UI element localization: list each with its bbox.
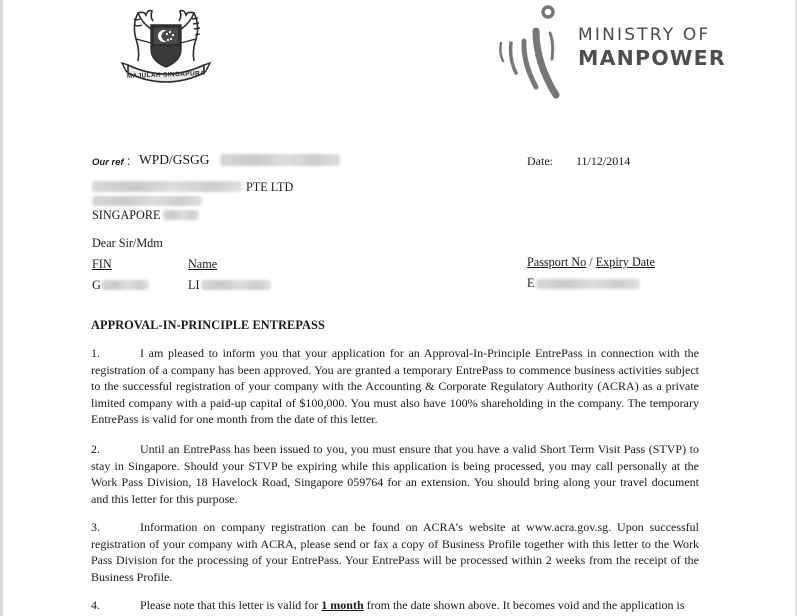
address-city: SINGAPORE	[92, 208, 161, 222]
redacted-company-name	[92, 181, 242, 192]
company-suffix: PTE LTD	[246, 180, 294, 194]
paragraph-text-after: from the date shown above. It becomes void and the application is	[363, 598, 685, 612]
redacted-address-line	[92, 196, 202, 206]
our-ref-value: WPD/GSGG	[139, 152, 210, 167]
paragraph-2	[91, 441, 699, 507]
coat-of-arms-logo	[118, 5, 214, 85]
expiry-label: Expiry Date	[595, 255, 655, 269]
name-value-prefix: LI	[188, 278, 200, 292]
our-ref-separator: :	[127, 154, 131, 168]
paragraph-1	[91, 345, 699, 428]
name-label: Name	[188, 257, 218, 271]
date-value: 11/12/2014	[576, 154, 631, 168]
paragraph-3	[91, 519, 699, 585]
redacted-name	[201, 280, 271, 290]
redacted-fin	[101, 280, 149, 290]
paragraph-text: Until an EntrePass has been issued to you, you must ensure that you have a valid Short Term Visit Pass (STVP) to stay in Singapore. Should your STVP be expiring while this application is being processed, you may call personally at the Work Pass Division, 18 Havelock Road, Singapore 059764 for an extension. You should bring along your travel document and this letter for this purpose.	[91, 442, 699, 506]
date-label: Date:	[527, 154, 553, 168]
logo-line1: MINISTRY OF	[578, 25, 711, 45]
passport-label: Passport No	[527, 255, 587, 269]
validity-period: 1 month	[321, 598, 364, 612]
paragraph-number: 3.	[91, 520, 100, 534]
paragraph-text: Information on company registration can be found on ACRA’s website at www.acra.gov.sg. Upon successful registration of your company with ACRA, please send or fax a copy of Business Profile together with this letter to the Work Pass Division for the processing of your EntrePass. Your EntrePass will be processed within 2 weeks from the receipt of the Business Profile.	[91, 520, 699, 584]
page-left-edge	[0, 0, 3, 616]
redacted-passport	[536, 279, 640, 289]
paragraph-4	[91, 597, 699, 614]
redacted-postal-code	[163, 210, 199, 220]
passport-value-prefix: E	[527, 276, 535, 290]
fin-value-prefix: G	[92, 278, 101, 292]
salutation: Dear Sir/Mdm	[92, 236, 163, 250]
our-ref-label: Our ref	[92, 157, 124, 168]
letter-title: APPROVAL-IN-PRINCIPLE ENTREPASS	[91, 318, 325, 332]
logo-line2: MANPOWER	[578, 46, 726, 70]
paragraph-number: 4.	[91, 598, 100, 612]
passport-expiry-separator: /	[586, 255, 596, 269]
redacted-ref	[220, 154, 340, 166]
paragraph-text: I am pleased to inform you that your application for an Approval-In-Principle EntrePass in connection with the registration of a company has been approved. You are granted a temporary EntrePass to commence business activities subject to the successful registration of your company with the Accounting & Corporate Regulatory Authority (ACRA) as a private limited company with a paid-up capital of $100,000. You must also have 100% shareholding in the company. The temporary EntrePass is valid for one month from the date of this letter.	[91, 346, 699, 427]
paragraph-number: 1.	[91, 346, 100, 360]
passport-expiry-label	[527, 255, 655, 270]
fin-label: FIN	[92, 257, 112, 271]
ministry-of-manpower-logo-mark	[496, 3, 586, 107]
crest-motto: MAJULAH SINGAPURA	[126, 70, 206, 80]
paragraph-text-before: Please note that this letter is valid for	[140, 598, 322, 612]
ministry-of-manpower-wordmark	[578, 27, 726, 69]
paragraph-number: 2.	[91, 442, 100, 456]
